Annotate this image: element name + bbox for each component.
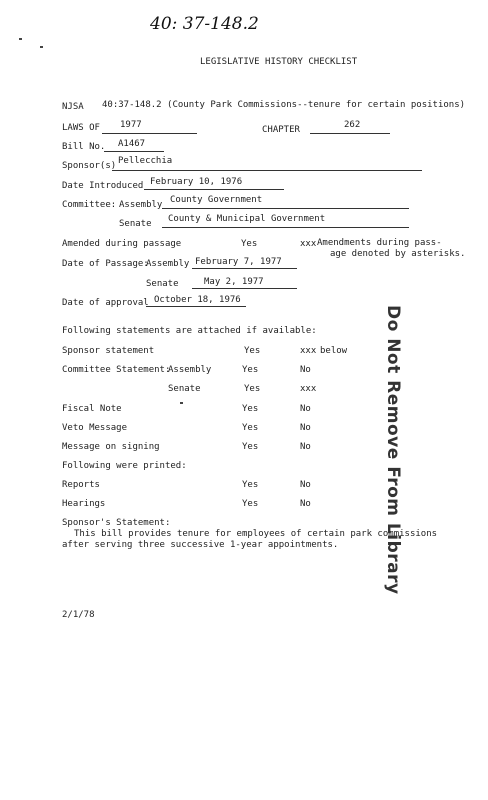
bill-value: A1467 bbox=[118, 139, 146, 149]
committee-senate-underline bbox=[162, 227, 409, 228]
printed-row-label: Reports bbox=[62, 480, 100, 490]
laws-value: 1977 bbox=[120, 120, 142, 130]
amended-label: Amended during passage bbox=[62, 239, 182, 249]
row-yes: Yes bbox=[244, 384, 261, 394]
committee-assembly-value: County Government bbox=[170, 195, 263, 205]
passage-assembly-value: February 7, 1977 bbox=[195, 257, 282, 267]
committee-assembly-label: Assembly bbox=[119, 200, 163, 210]
passage-assembly-label: Assembly bbox=[146, 259, 190, 269]
row-extra: below bbox=[320, 346, 348, 356]
row-no: No bbox=[300, 423, 311, 433]
sponsor-label: Sponsor(s) bbox=[62, 161, 117, 171]
row-no: xxx bbox=[300, 346, 317, 356]
sponsor-statement-line1: This bill provides tenure for employees of certain park commissions bbox=[74, 529, 438, 539]
approval-underline bbox=[146, 306, 246, 307]
printed-heading: Following were printed: bbox=[62, 461, 187, 471]
laws-underline bbox=[102, 133, 197, 134]
passage-assembly-underline bbox=[192, 268, 297, 269]
row-yes: Yes bbox=[242, 404, 259, 414]
amended-yes: Yes bbox=[241, 239, 258, 249]
row-yes: Yes bbox=[242, 442, 259, 452]
handwritten-reference: 40: 37-148.2 bbox=[150, 14, 259, 34]
bill-underline bbox=[104, 151, 164, 152]
laws-label: LAWS OF bbox=[62, 123, 100, 133]
row-label: Fiscal Note bbox=[62, 404, 122, 414]
row-label: Sponsor statement bbox=[62, 346, 155, 356]
row-label: Veto Message bbox=[62, 423, 128, 433]
row-yes: Yes bbox=[242, 365, 259, 375]
row-sublabel: Senate bbox=[168, 384, 201, 394]
chapter-underline bbox=[310, 133, 390, 134]
amended-mark: xxx bbox=[300, 239, 317, 249]
row-yes: Yes bbox=[242, 423, 259, 433]
scan-speck bbox=[180, 402, 183, 404]
amended-note-line2: age denoted by asterisks. bbox=[330, 249, 466, 259]
row-yes: Yes bbox=[244, 346, 261, 356]
row-sublabel: Assembly bbox=[168, 365, 212, 375]
date-introduced-label: Date Introduced bbox=[62, 181, 144, 191]
approval-label: Date of approval bbox=[62, 298, 149, 308]
printed-row-no: No bbox=[300, 499, 311, 509]
sponsor-value: Pellecchia bbox=[118, 156, 173, 166]
passage-senate-underline bbox=[192, 288, 297, 289]
row-no: No bbox=[300, 365, 311, 375]
row-label: Message on signing bbox=[62, 442, 160, 452]
row-no: No bbox=[300, 442, 311, 452]
row-no: xxx bbox=[300, 384, 317, 394]
faint-stamp-shadow bbox=[412, 300, 434, 530]
chapter-value: 262 bbox=[344, 120, 361, 130]
nsa-label: NJSA bbox=[62, 102, 84, 112]
passage-senate-value: May 2, 1977 bbox=[204, 277, 264, 287]
bill-label: Bill No. bbox=[62, 142, 106, 152]
date-introduced-value: February 10, 1976 bbox=[150, 177, 243, 187]
committee-label: Committee: bbox=[62, 200, 117, 210]
date-introduced-underline bbox=[144, 189, 284, 190]
row-label: Committee Statement: bbox=[62, 365, 171, 375]
sponsor-statement-heading: Sponsor's Statement: bbox=[62, 518, 171, 528]
attached-heading: Following statements are attached if available: bbox=[62, 326, 317, 336]
printed-row-yes: Yes bbox=[242, 480, 259, 490]
printed-row-label: Hearings bbox=[62, 499, 106, 509]
committee-senate-value: County & Municipal Government bbox=[168, 214, 326, 224]
page-title: LEGISLATIVE HISTORY CHECKLIST bbox=[200, 57, 358, 67]
committee-senate-label: Senate bbox=[119, 219, 152, 229]
sponsor-statement-line2: after serving three successive 1-year appointments. bbox=[62, 540, 339, 550]
committee-assembly-underline bbox=[162, 208, 409, 209]
library-stamp: Do Not Remove From Library bbox=[383, 305, 403, 595]
footer-date: 2/1/78 bbox=[62, 610, 95, 620]
sponsor-underline bbox=[112, 170, 422, 171]
passage-label: Date of Passage: bbox=[62, 259, 149, 269]
nsa-value: 40:37-148.2 (County Park Commissions--tenure for certain positions) bbox=[102, 100, 466, 110]
amended-note-line1: Amendments during pass- bbox=[317, 238, 442, 248]
row-no: No bbox=[300, 404, 311, 414]
scan-speck bbox=[40, 46, 43, 48]
printed-row-yes: Yes bbox=[242, 499, 259, 509]
chapter-label: CHAPTER bbox=[262, 125, 300, 135]
printed-row-no: No bbox=[300, 480, 311, 490]
approval-value: October 18, 1976 bbox=[154, 295, 241, 305]
scan-speck bbox=[19, 38, 22, 40]
passage-senate-label: Senate bbox=[146, 279, 179, 289]
